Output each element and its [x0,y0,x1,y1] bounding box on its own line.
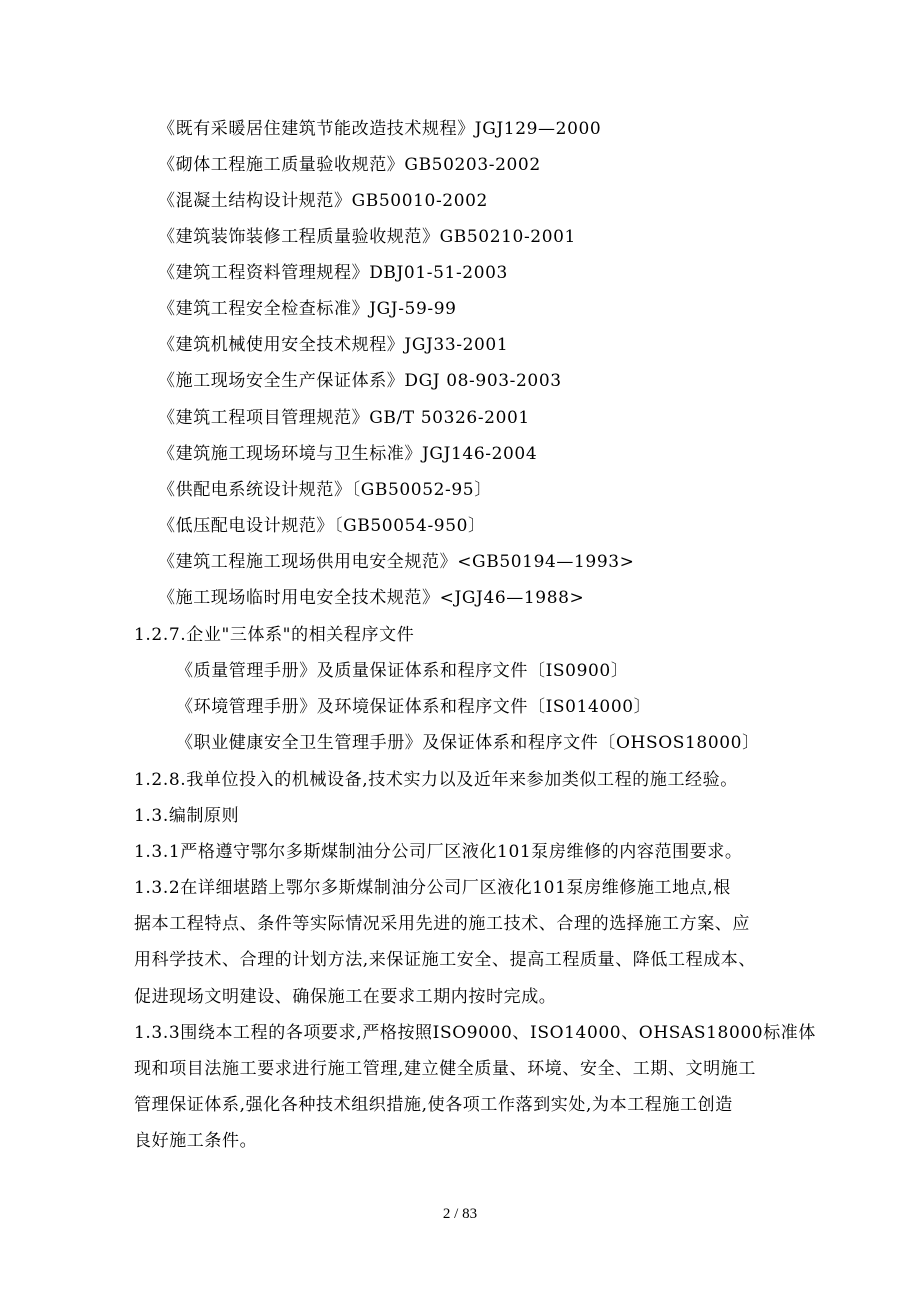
standard-item: 《建筑工程安全检查标准》JGJ-59-99 [158,299,457,319]
standard-item: 《混凝土结构设计规范》GB50010-2002 [158,191,488,211]
section-132-line: 1.3.2在详细堪踏上鄂尔多斯煤制油分公司厂区液化101泵房维修施工地点,根 [134,878,731,898]
standard-item: 《建筑装饰装修工程质量验收规范》GB50210-2001 [158,227,576,247]
page-number: 2 / 83 [442,1206,478,1222]
standard-item: 《建筑工程资料管理规程》DBJ01-51-2003 [158,263,508,283]
section-133-line: 管理保证体系,强化各种技术组织措施,使各项工作落到实处,为本工程施工创造 [134,1095,733,1115]
section-132-line: 用科学技术、合理的计划方法,来保证施工安全、提高工程质量、降低工程成本、 [134,950,757,970]
section-127-heading: 1.2.7.企业"三体系"的相关程序文件 [134,625,415,645]
standard-item: 《砌体工程施工质量验收规范》GB50203-2002 [158,155,541,175]
section-128-text: 1.2.8.我单位投入的机械设备,技术实力以及近年来参加类似工程的施工经验。 [134,770,738,790]
section-133-line: 1.3.3围绕本工程的各项要求,严格按照ISO9000、ISO14000、OHSAS18000标准体 [134,1023,817,1043]
system-document-item: 《质量管理手册》及质量保证体系和程序文件〔IS0900〕 [176,661,629,681]
standard-item: 《既有采暖居住建筑节能改造技术规程》JGJ129—2000 [158,119,602,139]
system-document-item: 《职业健康安全卫生管理手册》及保证体系和程序文件〔OHSOS18000〕 [176,733,760,753]
standard-item: 《建筑机械使用安全技术规程》JGJ33-2001 [158,335,509,355]
standard-item: 《供配电系统设计规范》〔GB50052-95〕 [158,480,492,500]
section-132-line: 促进现场文明建设、确保施工在要求工期内按时完成。 [134,987,557,1007]
section-133-line: 良好施工条件。 [134,1131,258,1151]
section-13-heading: 1.3.编制原则 [134,806,240,826]
standard-item: 《施工现场临时用电安全技术规范》<JGJ46—1988> [158,588,585,608]
standard-item: 《建筑施工现场环境与卫生标准》JGJ146-2004 [158,444,538,464]
section-132-line: 据本工程特点、条件等实际情况采用先进的施工技术、合理的选择施工方案、应 [134,914,750,934]
system-document-item: 《环境管理手册》及环境保证体系和程序文件〔IS014000〕 [176,697,652,717]
standard-item: 《建筑工程项目管理规范》GB/T 50326-2001 [158,408,530,428]
standard-item: 《低压配电设计规范》〔GB50054-950〕 [158,516,486,536]
standard-item: 《施工现场安全生产保证体系》DGJ 08-903-2003 [158,371,562,391]
standard-item: 《建筑工程施工现场供用电安全规范》<GB50194—1993> [158,552,635,572]
section-133-line: 现和项目法施工要求进行施工管理,建立健全质量、环境、安全、工期、文明施工 [134,1059,757,1079]
section-131-text: 1.3.1严格遵守鄂尔多斯煤制油分公司厂区液化101泵房维修的内容范围要求。 [134,842,743,862]
